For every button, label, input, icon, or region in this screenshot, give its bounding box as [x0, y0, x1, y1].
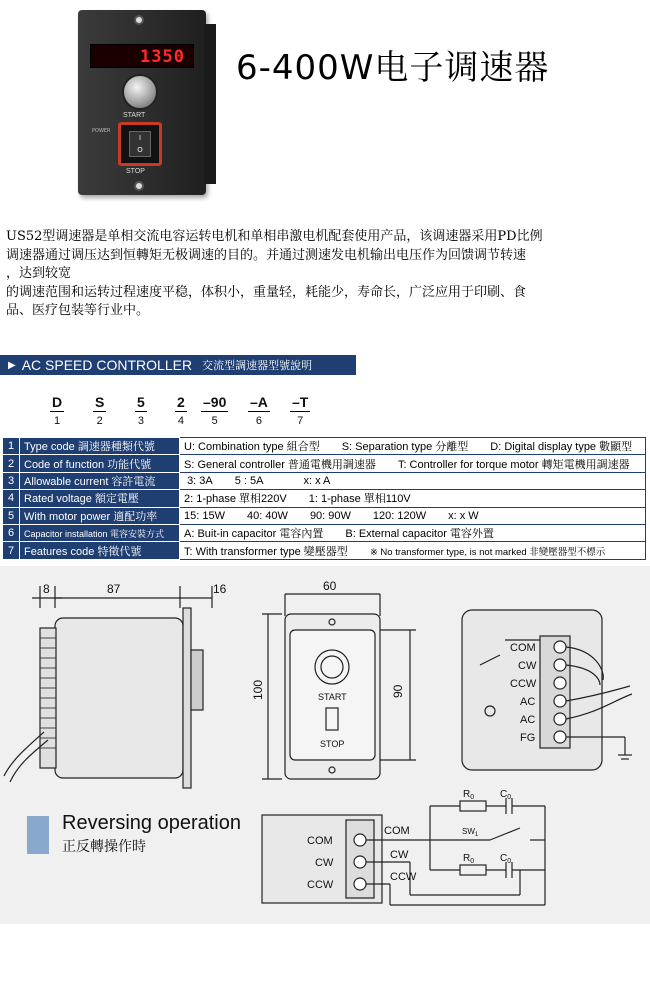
- row-values: 3: 3A 5 : 5A x: x A: [180, 472, 646, 489]
- rev-right-com: COM: [384, 825, 410, 837]
- row-values: U: Combination type 組合型 S: Separation type 分離型 D: Digital display type 數顯型: [180, 438, 646, 455]
- page-title: 6-400W电子调速器: [236, 48, 550, 88]
- dim-16: 16: [213, 582, 227, 596]
- row-label: Features code 特徵代號: [20, 542, 180, 559]
- dim-100: 100: [251, 679, 265, 700]
- terminal-label: AC: [520, 696, 536, 708]
- reversing-marker: [27, 816, 49, 854]
- description-line: 调速器通过调压达到恒轉矩无极调速的目的。并通过测速发电机输出电压作为回馈调节转速: [6, 247, 527, 263]
- model-code-part: D 1: [52, 394, 63, 427]
- model-code-part: –90 5: [203, 394, 227, 427]
- photo-start-label: START: [123, 112, 146, 119]
- terminal-label: COM: [510, 642, 536, 654]
- description-line: 品、医疗包装等行业中。: [6, 303, 150, 318]
- photo-power-label: POWER: [92, 128, 111, 134]
- row-number: 2: [3, 455, 20, 472]
- model-code-part: 5 3: [137, 394, 145, 427]
- rev-right-cw: CW: [390, 849, 409, 861]
- row-number: 5: [3, 507, 20, 524]
- c0-label: $C_0$: [500, 789, 512, 801]
- terminal-label: FG: [520, 732, 536, 744]
- r0-label: $R_0$: [463, 789, 475, 801]
- row-values: A: Buit-in capacitor 電容內置 B: External capacitor 電容外置: [180, 524, 646, 541]
- dim-8: 8: [43, 582, 50, 596]
- rev-left-ccw: CCW: [307, 879, 334, 891]
- model-code-part: 2 4: [177, 394, 185, 427]
- front-stop-label: STOP: [320, 739, 345, 749]
- row-label: Allowable current 容許電流: [20, 472, 180, 489]
- row-label: Type code 調速器種類代號: [20, 438, 180, 455]
- description-line: US52型调速器是单相交流电容运转电机和单相串激电机配套使用产品，该调速器采用PD比例: [6, 229, 543, 244]
- row-values: T: With transformer type 變壓器型 ※ No transformer type, is not marked 非變壓器型不標示: [180, 542, 646, 559]
- arrow-right-icon: ▶: [8, 359, 16, 371]
- rev-right-ccw: CCW: [390, 871, 417, 883]
- row-number: 7: [3, 542, 20, 559]
- dim-87: 87: [107, 582, 121, 596]
- model-code-part: –T 7: [292, 394, 309, 427]
- model-code-part: S 2: [95, 394, 105, 427]
- reversing-title-en: Reversing operation: [62, 812, 241, 834]
- dim-60: 60: [323, 579, 337, 593]
- row-label: Capacitor installation 電容安裝方式: [20, 524, 180, 541]
- row-label: Rated voltage 額定電壓: [20, 490, 180, 507]
- photo-stop-label: STOP: [126, 168, 145, 175]
- row-number: 6: [3, 524, 20, 541]
- c0-label-2: $C_0$: [500, 853, 512, 865]
- front-start-label: START: [318, 692, 347, 702]
- row-values: 2: 1-phase 單相220V 1: 1-phase 單相110V: [180, 490, 646, 507]
- description-line: 的调速范围和运转过程速度平稳，体积小，重量轻，耗能少，寿命长，广泛应用于印刷、食: [6, 284, 527, 300]
- terminal-label: CW: [518, 660, 537, 672]
- rev-left-cw: CW: [315, 857, 334, 869]
- row-label: With motor power 適配功率: [20, 507, 180, 524]
- terminal-label: AC: [520, 714, 536, 726]
- row-number: 4: [3, 490, 20, 507]
- sw1-label: $SW_1$: [462, 827, 479, 838]
- r0-label-2: $R_0$: [463, 853, 475, 865]
- reversing-title-zh: 正反轉操作時: [62, 839, 146, 855]
- section-title-en: AC SPEED CONTROLLER: [21, 357, 193, 373]
- section-title-zh: 交流型調速器型號說明: [202, 359, 313, 372]
- row-number: 1: [3, 438, 20, 455]
- dim-90: 90: [391, 684, 405, 698]
- description-line: ，达到较宽: [6, 266, 72, 281]
- row-values: 15: 15W 40: 40W 90: 90W 120: 120W x: x W: [180, 507, 646, 524]
- row-values: S: General controller 普通電機用調速器 T: Controller for torque motor 轉矩電機用調速器: [180, 455, 646, 472]
- model-code-part: –A 6: [250, 394, 268, 427]
- switch-marks: I O: [129, 131, 151, 157]
- display-digits: 1350: [140, 47, 185, 67]
- rev-left-com: COM: [307, 835, 333, 847]
- row-number: 3: [3, 472, 20, 489]
- terminal-label: CCW: [510, 678, 537, 690]
- row-label: Code of function 功能代號: [20, 455, 180, 472]
